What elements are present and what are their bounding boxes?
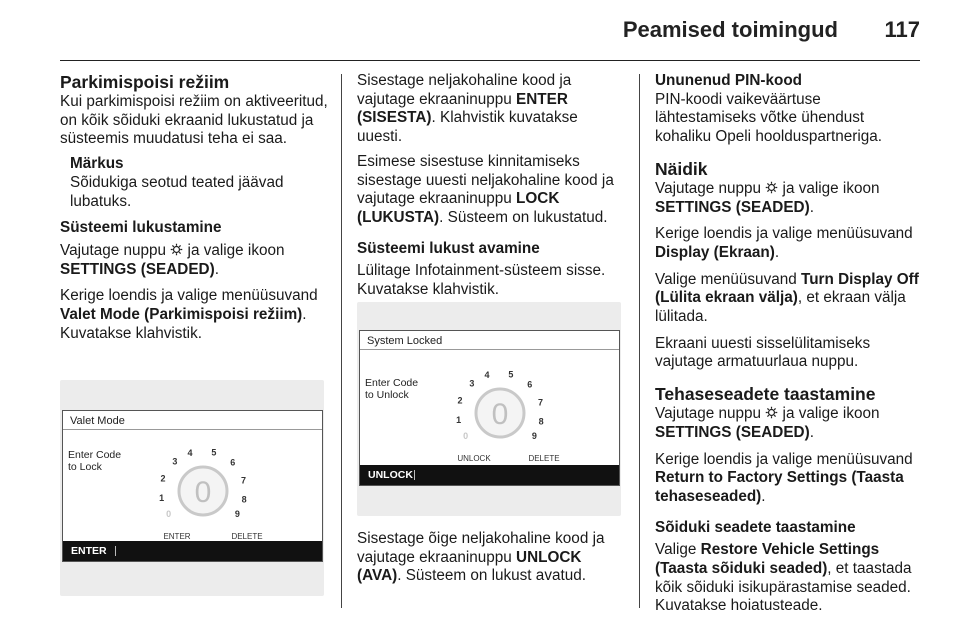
system-locked-screen [359,330,620,486]
keypad-digit-5[interactable]: 5 [508,369,514,380]
subheading-forgotten-pin: Ununenud PIN-kood [655,72,803,89]
keypad-digit-5[interactable]: 5 [211,447,217,458]
column-2-bottom [357,530,625,594]
selected-digit: 0 [194,476,212,509]
screen-title-rule [360,349,619,350]
paragraph-display-step-4: Ekraani uuesti sisselülitamiseks vajutage armatuurlaua nuppu. [655,334,871,371]
bar-cursor [414,470,415,480]
keypad-digit-7[interactable]: 7 [241,475,247,486]
note-text: Sõidukiga seotud teated jäävad lubatuks. [70,173,284,210]
rotary-keypad [422,351,612,461]
subheading-vehicle-settings: Sõiduki seadete taastamine [655,518,856,536]
keypad-digit-7[interactable]: 7 [538,397,544,408]
paragraph-vehicle-settings: Valige Restore Vehicle Settings (Taasta sõiduki seaded), et taastada kõik sõiduki isikupärastamise seaded. Kuvatakse hoiatusteade. [655,541,912,615]
paragraph-display-step-2: Kerige loendis ja valige menüüsuvand Display (Ekraan). [655,225,913,261]
keypad-digit-8[interactable]: 8 [241,494,247,505]
paragraph-display-step-1: Vajutage nuppu ja valige ikoon SETTINGS (SEADED). [655,179,880,216]
page-number: 117 [884,17,920,42]
keypad-digit-0[interactable]: 0 [463,430,469,441]
page-header-title: Peamised toimingud [622,17,838,42]
section-heading-display: Näidik [655,158,708,179]
bar-cursor [115,546,116,556]
column-1 [60,72,328,351]
paragraph-enter-code: Sisestage neljakohaline kood ja vajutage ekraaninuppu ENTER (SISESTA). Klahvistik kuvatakse uuesti. [357,72,578,146]
valet-intro: Kui parkimispoisi režiim on aktiveeritud, on kõik sõiduki ekraanid lukustatud ja süsteemis muudatusi teha ei saa. [60,93,328,148]
paragraph-factory-step-2: Kerige loendis ja valige menüüsuvand Return to Factory Settings (Taasta tehaseseaded). [655,450,913,505]
keypad-unlock-button[interactable]: UNLOCK [457,454,491,461]
keypad-digit-9[interactable]: 9 [531,430,537,441]
column-divider [639,74,640,608]
keypad-enter-button[interactable]: ENTER [163,532,191,539]
keypad-digit-4[interactable]: 4 [187,447,193,458]
unlock-bar-button: UNLOCK [368,469,413,481]
paragraph-lock-step-2: Kerige loendis ja valige menüüsuvand Valet Mode (Parkimispoisi režiim). Kuvatakse klahvistik. [60,287,318,342]
subheading-unlock-system: Süsteemi lukust avamine [357,239,540,257]
keypad-digit-0[interactable]: 0 [166,508,172,519]
page-header [0,0,960,62]
keypad-digit-8[interactable]: 8 [538,416,544,427]
system-locked-screen-figure [357,302,621,516]
paragraph-unlock-intro: Lülitage Infotainment-süsteem sisse. Kuvatakse klahvistik. [357,262,606,299]
paragraph-enter-unlock-code: Sisestage õige neljakohaline kood ja vajutage ekraaninuppu UNLOCK (AVA). Süsteem on lukust avatud. [357,530,605,585]
valet-mode-screen-figure [60,380,324,596]
keypad-digit-1[interactable]: 1 [456,414,462,425]
paragraph-confirm-code: Esimese sisestuse kinnitamiseks sisestage uuesti neljakohaline kood ja vajutage ekraaninuppu LOCK (LUKUSTA). Süsteem on lukustatud. [357,152,614,226]
screen-title: System Locked [367,335,443,347]
header-rule [60,60,920,61]
keypad-digit-2[interactable]: 2 [160,473,166,484]
settings-gear-icon [765,181,778,194]
settings-gear-icon [765,406,778,419]
screen-prompt: Enter Code to Lock [68,449,122,473]
paragraph-forgotten-pin: PIN-koodi vaikeväärtuse lähtestamiseks võtke ühendust kohaliku Opeli hoolduspartneriga. [655,90,883,146]
keypad-digit-3[interactable]: 3 [469,378,475,389]
column-3 [655,72,923,624]
section-heading-factory-reset: Tehaseseadete taastamine [655,384,876,405]
column-2 [357,72,625,308]
valet-mode-screen [62,410,323,562]
keypad-digit-6[interactable]: 6 [230,457,236,468]
note-block [70,155,328,211]
keypad-digit-4[interactable]: 4 [484,369,490,380]
keypad-delete-button[interactable]: DELETE [231,532,263,539]
screen-action-bar [360,465,619,485]
settings-gear-icon [170,243,183,256]
screen-title: Valet Mode [70,415,125,427]
screen-prompt: Enter Code to Unlock [365,377,419,401]
keypad-digit-9[interactable]: 9 [234,508,240,519]
rotary-keypad [125,429,315,539]
paragraph-display-step-3: Valige menüüsuvand Turn Display Off (Lülita ekraan välja), et ekraan välja lülitada. [655,270,919,326]
selected-digit: 0 [491,398,509,431]
paragraph-lock-step-1: Vajutage nuppu ja valige ikoon SETTINGS (SEADED). [60,241,285,278]
note-title: Märkus [70,155,124,173]
paragraph-factory-step-1: Vajutage nuppu ja valige ikoon SETTINGS (SEADED). [655,405,880,441]
keypad-digit-2[interactable]: 2 [457,395,463,406]
keypad-digit-6[interactable]: 6 [527,379,533,390]
subheading-lock-system: Süsteemi lukustamine [60,219,222,237]
enter-bar-button: ENTER [71,545,107,557]
keypad-delete-button[interactable]: DELETE [528,454,560,461]
keypad-digit-1[interactable]: 1 [159,492,165,503]
screen-action-bar [63,541,322,561]
keypad-digit-3[interactable]: 3 [172,456,178,467]
column-divider [341,74,342,608]
section-heading-valet-mode: Parkimispoisi režiim [60,72,230,92]
